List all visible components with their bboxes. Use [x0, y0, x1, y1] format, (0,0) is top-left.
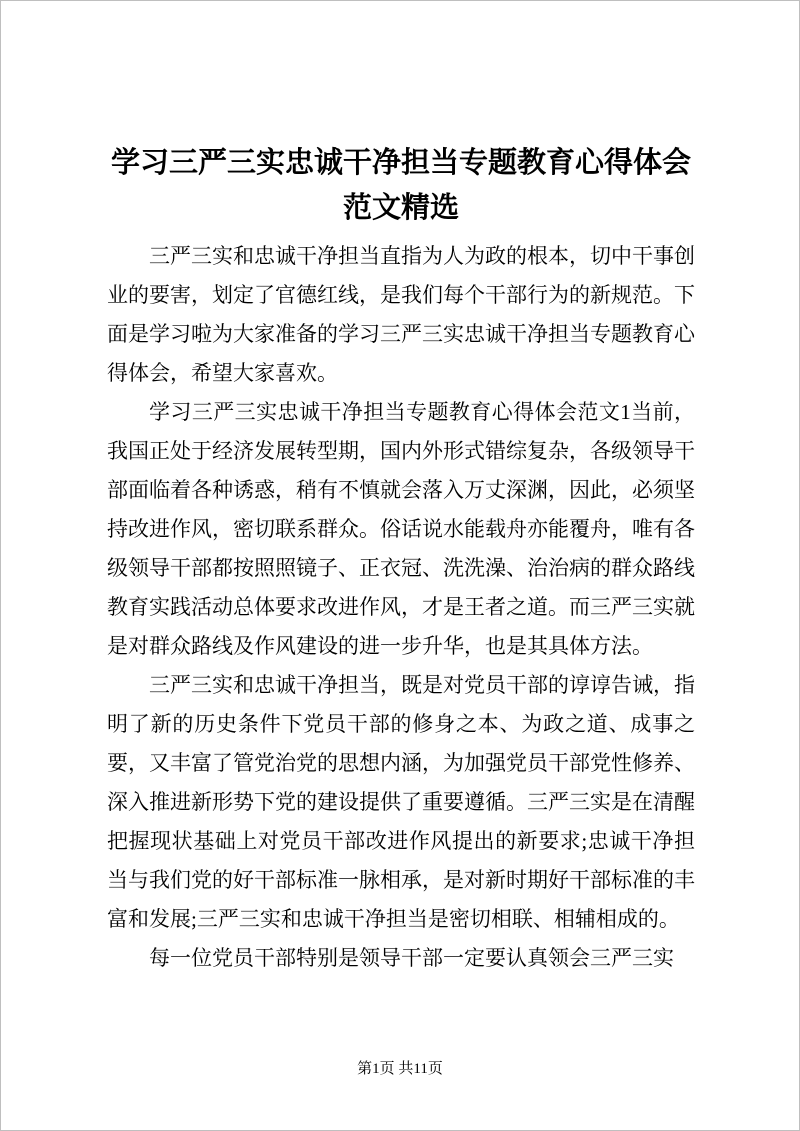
paragraph: 学习三严三实忠诚干净担当专题教育心得体会范文1当前，我国正处于经济发展转型期，国内外形式错综复杂，各级领导干部面临着各种诱惑，稍有不慎就会落入万丈深渊，因此，必须坚持改进作风，密切联系群众。俗话说水能载舟亦能覆舟，唯有各级领导干部都按照照镜子、正衣冠、洗洗澡、治治病的群众路线教育实践活动总体要求改进作风，才是王者之道。而三严三实就是对群众路线及作风建设的进一步升华，也是其具体方法。 [107, 400, 695, 658]
title-line-2: 范文精选 [342, 192, 459, 224]
page-footer [1, 1057, 799, 1078]
title-line-1: 学习三严三实忠诚干净担当专题教育心得体会 [110, 147, 691, 179]
paragraph: 三严三实和忠诚干净担当，既是对党员干部的谆谆告诫，指明了新的历史条件下党员干部的修身之本、为政之道、成事之要，又丰富了管党治党的思想内涵，为加强党员干部党性修养、深入推进新形势下党的建设提供了重要遵循。三严三实是在清醒把握现状基础上对党员干部改进作风提出的新要求;忠诚干净担当与我们党的好干部标准一脉相承，是对新时期好干部标准的丰富和发展;三严三实和忠诚干净担当是密切相联、相辅相成的。 [107, 673, 695, 931]
document-title [107, 141, 695, 231]
paragraph: 三严三实和忠诚干净担当直指为人为政的根本，切中干事创业的要害，划定了官德红线，是我们每个干部行为的新规范。下面是学习啦为大家准备的学习三严三实忠诚干净担当专题教育心得体会，希望大家喜欢。 [107, 244, 695, 385]
page-number-text: 第1页 共11页 [357, 1061, 443, 1077]
document-body [107, 237, 695, 978]
paragraph: 每一位党员干部特别是领导干部一定要认真领会三严三实 [149, 946, 674, 970]
